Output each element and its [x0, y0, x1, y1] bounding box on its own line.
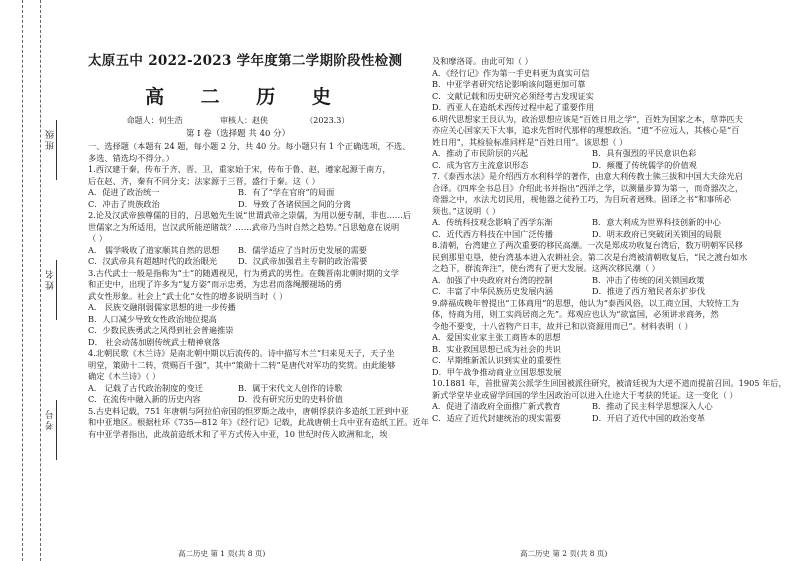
text-line: 有中亚学者指出，此战前造纸术和了平方式传入中亚，10 世纪时传入欧洲和北，埃: [88, 428, 388, 439]
option: B．推动了民主科学思想深入人心: [592, 401, 713, 411]
binding-label: 考号: [46, 408, 56, 430]
setter: 命题人：何生浩: [126, 116, 183, 125]
text-line: 体，恃商为用，则工实尚居商之先”。郑观应也认为“欲富国，必须讲求商务，然: [432, 309, 719, 319]
option: D．明末政府已突破闭关锁国的局限: [592, 228, 722, 239]
text-line: 后在赵、齐，秦有不同分支；法家源于三晋，盛行于秦。这（ ）: [88, 175, 320, 186]
right-column: [432, 56, 787, 424]
option-row: [432, 160, 752, 172]
text-line: 姓日用”，其检验标准同样是“百姓日用”。该思想（ ）: [432, 136, 628, 147]
option: B．儒学适应了当时历史发展的需要: [238, 244, 367, 255]
option: B．意大利成为世界科技创新的中心: [592, 217, 721, 227]
option: A．《经行记》作为第一手史料更为真实可信: [432, 67, 590, 78]
option: C．少数民族勇武之风得到社会普遍推崇: [88, 325, 234, 335]
text-line: 一、选择题（本题有 24 题，每小题 2 分，共 40 分。每小题只有 1 个正确选项，不选、: [88, 141, 411, 151]
option: C．汉武帝具有超越时代的政治眼光: [88, 256, 218, 266]
option: C．早期维新派认识到实业的重要性: [432, 355, 562, 365]
text-line: （ ）: [88, 233, 107, 243]
option: A．推动了市民阶层的兴起: [432, 148, 528, 158]
option-row: [88, 383, 388, 395]
option: B．冲击了传统的闭关锁国政策: [592, 274, 705, 285]
option: D． 社会动荡加剧传统武士精神衰落: [88, 336, 220, 347]
option-row: [432, 275, 752, 287]
option: C．在流传中融入新的历史内容: [88, 394, 201, 404]
option: C．适应了近代封建统治的现实需要: [432, 412, 562, 423]
option-row: [88, 187, 388, 199]
option: D．甲午战争推动商业立国思想发展: [432, 366, 562, 377]
binding-margin: [0, 0, 70, 561]
option-row: [432, 286, 752, 298]
option: B．人口减少导致女性政治地位提高: [88, 313, 217, 324]
option-row: [432, 217, 752, 229]
option: A．促进了清政府全面推广新式教育: [432, 401, 561, 411]
option: C．冲击了贵族政治: [88, 198, 160, 209]
text-line: 7.《泰西水法》是介绍西方水利科学的著作，由意大利传教士熊三拔和中国大夫徐光启: [432, 171, 743, 181]
option: D．推进了西方殖民者东扩步伐: [592, 286, 706, 296]
text-line: 确定《木兰诗》（ ）: [88, 371, 161, 381]
text-line: 民到那里屯垦，使台湾基本进入农耕社会。第二次是台湾被清朝收复后，“民之渡台如水: [432, 251, 748, 262]
text-line: 世儒家之为所适用，岂汉武所能逆睹哉？……武帝乃当时自然之趋势。”吕思勉意在说明: [88, 221, 400, 232]
subject-heading: 高 二 历 史: [145, 86, 331, 108]
left-column: [88, 52, 429, 440]
option-row: [88, 394, 388, 406]
binding-label: 姓名: [46, 268, 56, 290]
binding-label: 班级: [46, 128, 56, 150]
option: A． 民族交融削弱儒家思想的进一步传播: [88, 302, 236, 312]
option: D．汉武帝加强君主专制的政治需要: [238, 256, 368, 266]
text-line: 须也。”这说明（ ）: [432, 205, 501, 216]
option-row: [88, 256, 388, 268]
seal-line: [40, 0, 41, 561]
text-line: 奇器之中，水法尤切民用，视他器之徒矜工巧，为目玩者迥殊。固译之书”和事所必: [432, 194, 731, 204]
option: C．近代西方科技在中国广泛传播: [432, 228, 553, 239]
page-footer-left: 高二历史 第 1 页(共 8 页): [178, 549, 266, 558]
text-line: 8.清朝，台湾建立了两次重要的移民高潮。一次是郑成功收复台湾后，数万明朝军民移: [432, 240, 743, 250]
option: C．文献记载和历史研究必须经考古发现证实: [432, 90, 594, 101]
text-line: 和正史中，出现了许多为“复方姿”而示忠勇，为忠君而落绳腰褪场的勇: [88, 279, 342, 289]
option: A． 儒学吸收了道家顺其自然的思想: [88, 244, 220, 255]
option: B．属于宋代文人创作的诗歌: [238, 382, 343, 393]
text-line: 明堂，策勋十二转，赏赐百千强”，其中“策勋十二转”是唐代对军功的奖赏。由此能够: [88, 359, 396, 370]
option: D．没有研究历史的史料价值: [238, 394, 343, 404]
option: D．颠覆了传统儒学的价值观: [592, 159, 697, 170]
text-line: 及和摩洛哥。由此可知（ ）: [432, 56, 533, 66]
option: B．中亚学者研究结论影响该问题更加可靠: [432, 79, 586, 89]
page-footer-right: 高二历史 第 2 页(共 8 页): [520, 549, 608, 558]
text-line: 亦应关心国家天下大事，追求先哲时代那样的理想政治。“道”不应远人，其核心是“百: [432, 125, 740, 135]
text-line: 5.古史料记载，751 年唐朝与阿拉伯帝国的怛罗斯之战中，唐朝俘获许多造纸工匠到中亚: [88, 405, 409, 416]
text-line: 多选、错选均不得分。）: [88, 152, 174, 163]
fold-line: [22, 0, 23, 561]
option: A．爱国实业家主张工商皆本的思想: [432, 332, 561, 342]
text-line: 4.北朝民歌《木兰诗》是南北朝中期以后流传的。诗中描写木兰“归来见天子，天子坐: [88, 348, 395, 358]
option: B．具有强烈的平民意识色彩: [592, 148, 697, 158]
option: A．加强了中央政府对台湾的控制: [432, 274, 553, 285]
text-line: 1.西汉建于秦，传布于齐、晋、卫，重家始于宋，传布于鲁、赵，遵家起源于南方，: [88, 164, 391, 174]
text-line: 之趋下，群流奔注”，使台湾有了更大发展。这两次移民潮（ ）: [432, 263, 660, 273]
option: D．开启了近代中国的政治变革: [592, 412, 706, 423]
option: A． 记载了古代政治制度的变迁: [88, 382, 203, 393]
text-line: 10.1881 年，首批留美公派学生回国被派往研究，被清廷视为大逆不道而提前召回。1905 年后，: [432, 378, 787, 388]
section-title: 第 I 卷（选择题 共 40 分）: [185, 129, 291, 139]
text-line: 6.明代思想家王艮认为，政治思想应该是“百姓日用之学”，百姓为国家之本，草莽匹夫: [432, 113, 743, 124]
option: A．传统科技观念影响了西学东渐: [432, 217, 553, 227]
option-row: [432, 148, 752, 160]
text-line: 武女性形象。社会上“武士化”女性的增多说明当时（ ）: [88, 290, 288, 301]
option: D．西亚人在造纸术西传过程中起了重要作用: [432, 102, 595, 112]
option: B．实业救国思想已成为社会的共识: [432, 343, 561, 354]
text-line: 9.薛福成晚年曾提出“工体商用”的思想，他认为“泰西风俗，以工商立国，大较恃工为: [432, 297, 739, 308]
text-line: 3.古代武士一般是指称为“士”的随遇视见，行为勇武的男性。在魏晋南北朝时期的文学: [88, 267, 399, 278]
text-line: 合译。《四库全书总目》介绍此书并指出“西洋之学，以测量步算为第一，而奇器次之，: [432, 182, 744, 193]
exam-title: 太原五中 2022-2023 学年度第二学期阶段性检测: [88, 53, 403, 69]
meta-row: [88, 114, 388, 127]
exam-date: （2023.3）: [305, 116, 350, 125]
option-row: [88, 199, 388, 211]
reviewer: 审核人：赵侠: [219, 116, 268, 125]
option: C．丰富了中华民族历史发展内涵: [432, 286, 553, 296]
option: D．导致了各诸侯国之间的分离: [238, 198, 352, 209]
option-row: [432, 413, 752, 425]
option: B．有了“学在官府”的局面: [238, 187, 335, 197]
option: A．促进了政治统一: [88, 187, 160, 197]
option-row: [432, 401, 752, 413]
text-line: 2.论及汉武帝独尊儒的目的，吕思勉先生说“世谓武帝之崇儒，为用以便专制，非也……后: [88, 210, 412, 220]
text-line: 和中亚地区。根据杜环《735—812 年》《经行记》记载，此战唐朝士兵中亚有造纸工匠。近年: [88, 417, 429, 427]
option-row: [88, 245, 388, 257]
option: C．成为官方主流意识形态: [432, 159, 529, 170]
text-line: 令他不要变，十八省物产日丰，故并已和以资源用而已”。材料表明（ ）: [432, 320, 693, 331]
text-line: 新式学堂毕业或留学回国的学生因政治可以进入仕途大于考获的凭证。这一变化（ ）: [432, 389, 738, 400]
option-row: [432, 229, 752, 241]
